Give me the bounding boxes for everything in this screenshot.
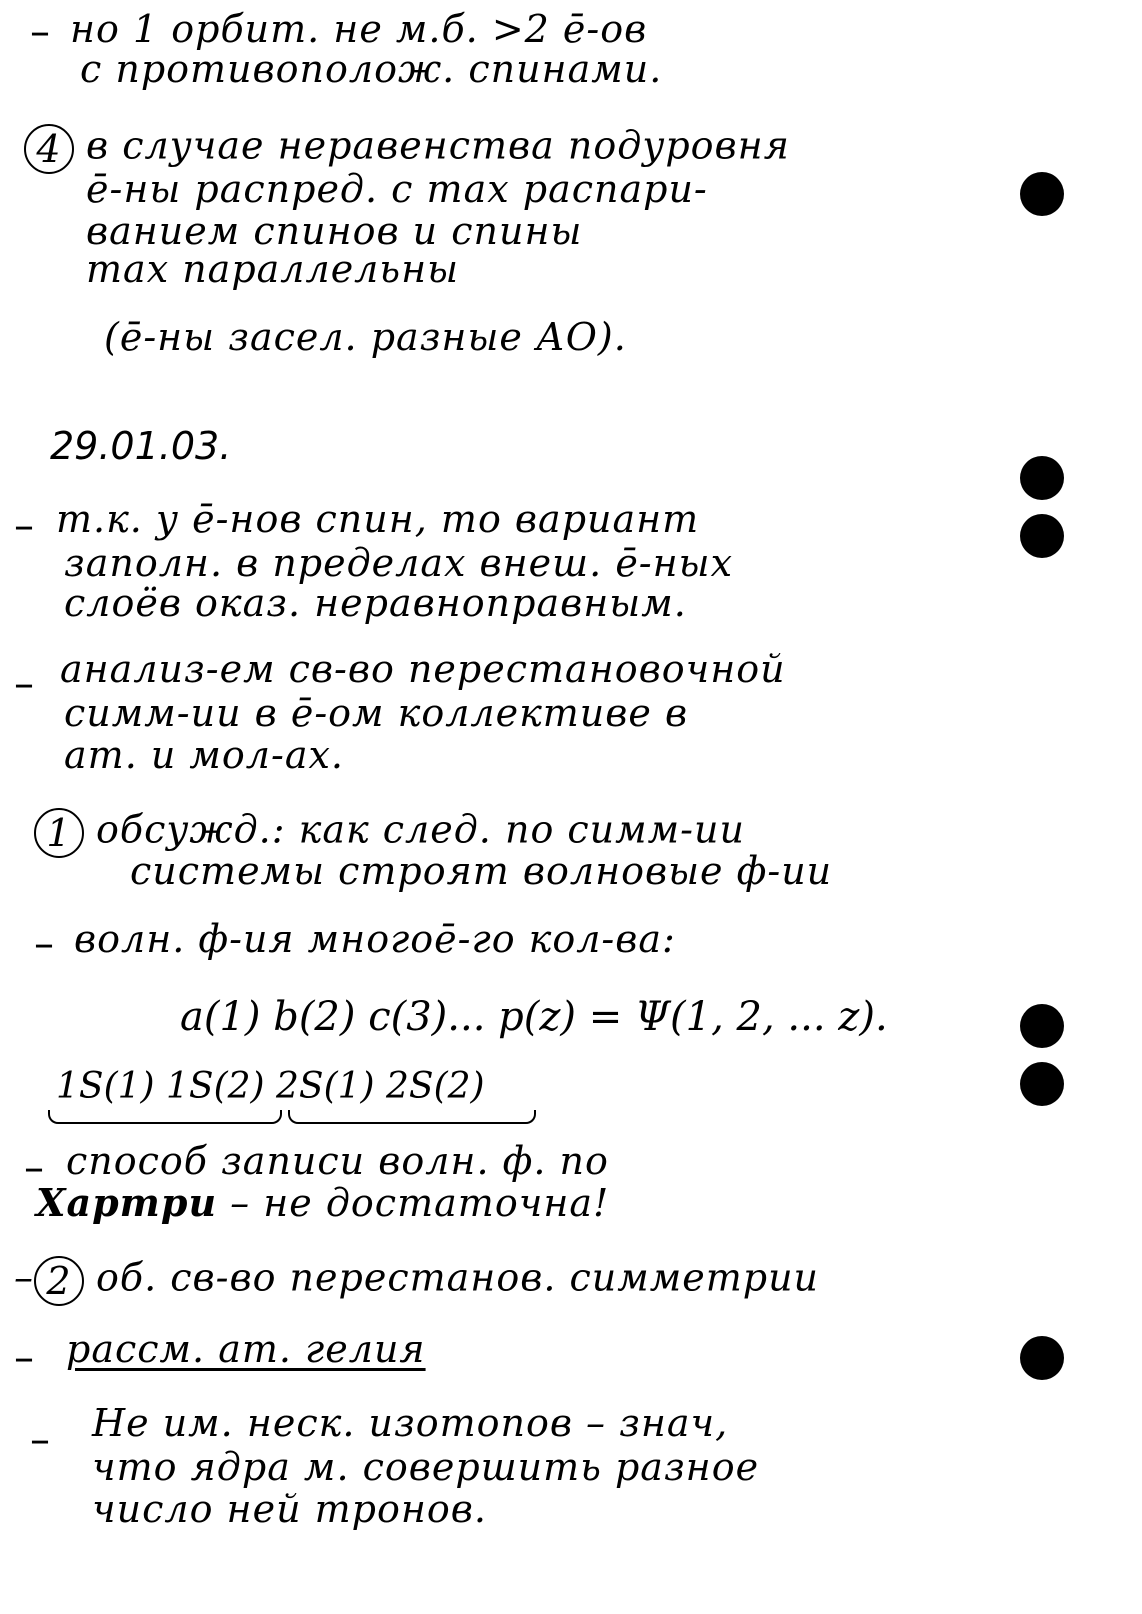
note-text: об. св-во перестанов. симметрии [96,1255,820,1300]
note-line-numbered [14,1256,819,1306]
bullet-dash: – [24,1145,44,1191]
note-line: способ записи волн. ф. по [66,1139,609,1183]
circled-number: 4 [24,124,74,174]
note-line: Не им. неск. изотопов – знач, [92,1401,729,1445]
note-line: ат. и мол-ах. [64,733,344,777]
note-line: max параллельны [86,247,460,291]
hartree-name: Хартри [36,1180,218,1225]
grouping-brace [48,1110,282,1124]
note-line: ванием спинов и спины [86,209,583,253]
note-line [36,1180,610,1225]
note-text: – не достаточна! [217,1181,610,1225]
bullet-dash: – [30,9,50,55]
binder-hole [1020,1004,1064,1048]
note-line: заполн. в пределах внеш. ē-ных [64,541,734,585]
binder-hole [1020,456,1064,500]
bullet-dash: – [30,1417,50,1463]
note-line: с противополож. спинами. [80,47,663,91]
binder-hole [1020,172,1064,216]
binder-hole [1020,1336,1064,1380]
note-line: но 1 орбит. не м.б. >2 ē-ов [70,7,648,51]
note-line: число ней тронов. [92,1487,487,1531]
wavefunction-formula: a(1) b(2) c(3)... p(z) = Ψ(1, 2, ... z). [180,994,888,1040]
note-line: т.к. у ē-нов спин, то вариант [56,497,700,541]
bullet-dash: – [34,921,54,967]
binder-hole [1020,1062,1064,1106]
circled-number: 1 [34,808,84,858]
bullet-dash: – [14,1335,34,1381]
note-text: обсужд.: как след. по симм-ии [96,807,745,852]
binder-hole [1020,514,1064,558]
entry-date: 29.01.03. [50,424,232,468]
note-text: в случае неравенства подуровня [86,123,790,168]
bullet-dash: – [14,1255,34,1300]
note-line: слоёв оказ. неравноправным. [64,581,687,625]
note-line: системы строят волновые ф-ии [130,849,833,893]
grouping-brace [288,1110,536,1124]
bullet-dash: – [14,661,34,707]
note-line: волн. ф-ия многоē-го кол-ва: [74,917,676,961]
note-line: симм-ии в ē-ом коллективе в [64,691,689,735]
note-line: анализ-ем св-во перестановочной [60,647,786,691]
note-line: ē-ны распред. с max распари- [86,167,708,211]
note-line: что ядра м. совершить разное [92,1445,760,1489]
circled-number: 2 [34,1256,84,1306]
orbital-notation: 1S(1) 1S(2) 2S(1) 2S(2) [56,1066,485,1107]
bullet-dash: – [14,503,34,549]
note-line-underlined: рассм. ат. гелия [66,1327,426,1371]
note-line: (ē-ны засел. разные АО). [104,315,627,359]
